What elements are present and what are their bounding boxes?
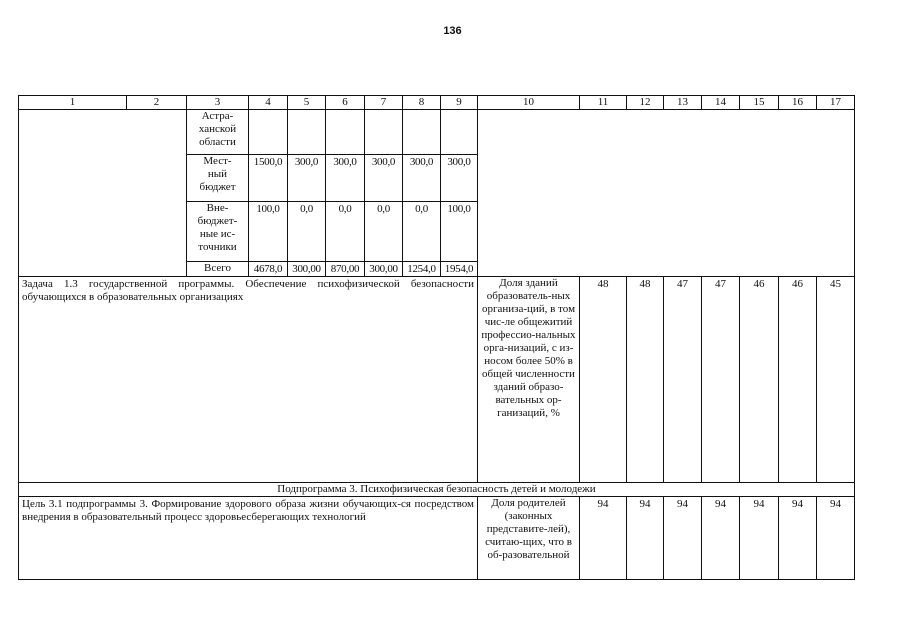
value-cell: 0,0 [288,202,326,262]
goal-3-1-text: Цель 3.1 подпрограммы 3. Формирование здорового образа жизни обучающих-ся посредством внедрения в образовательный процесс здоровьесберегающих технологий [19,497,478,580]
header-col-6: 6 [326,96,365,110]
header-col-17: 17 [817,96,855,110]
value-cell: 300,0 [365,155,403,202]
value-cell: 0,0 [403,202,441,262]
empty-cell [441,110,478,155]
source-extrabudgetary: Вне- бюджет- ные ис- точники [187,202,249,262]
table-row [19,497,855,580]
target-value: 46 [740,277,779,483]
table-row [19,483,855,497]
header-col-5: 5 [288,96,326,110]
total-value: 4678,0 [249,262,288,277]
value-cell: 100,0 [441,202,478,262]
header-col-8: 8 [403,96,441,110]
target-value: 48 [580,277,627,483]
empty-cell [403,110,441,155]
total-value: 300,00 [365,262,403,277]
empty-cell [249,110,288,155]
table-row [19,110,855,155]
target-value: 48 [627,277,664,483]
source-total: Всего [187,262,249,277]
header-col-16: 16 [779,96,817,110]
program-table [18,95,855,580]
header-col-11: 11 [580,96,627,110]
header-col-1: 1 [19,96,127,110]
target-value: 94 [817,497,855,580]
table-row [19,277,855,483]
value-cell: 1500,0 [249,155,288,202]
value-cell: 300,0 [441,155,478,202]
target-value: 47 [702,277,740,483]
value-cell: 300,0 [288,155,326,202]
target-value: 94 [702,497,740,580]
source-local-budget: Мест- ный бюджет [187,155,249,202]
source-astrakhan: Астра- ханской области [187,110,249,155]
target-value: 94 [580,497,627,580]
value-cell: 100,0 [249,202,288,262]
value-cell: 300,0 [403,155,441,202]
header-col-10: 10 [478,96,580,110]
header-col-14: 14 [702,96,740,110]
goal-3-1-indicator: Доля родителей (законных представите-лей), считаю-щих, что в об-разовательной [478,497,580,580]
empty-cell [19,110,187,277]
total-value: 1954,0 [441,262,478,277]
header-col-4: 4 [249,96,288,110]
target-value: 47 [664,277,702,483]
page-number: 136 [443,25,462,37]
empty-cell [365,110,403,155]
header-col-7: 7 [365,96,403,110]
total-value: 300,00 [288,262,326,277]
total-value: 870,00 [326,262,365,277]
target-value: 94 [627,497,664,580]
target-value: 45 [817,277,855,483]
task-1-3-indicator: Доля зданий образователь-ных организа-ций, в том чис-ле общежитий профессио-нальных орга-низаций, с из-носом более 50% в общей численности зданий образо-вательных ор-ганизаций, % [478,277,580,483]
task-1-3-text: Задача 1.3 государственной программы. Обеспечение психофизической безопасности обучающихся в образовательных организациях [19,277,478,483]
empty-cell [478,110,855,277]
subprogram-title: Подпрограмма 3. Психофизическая безопасность детей и молодежи [19,483,855,497]
header-col-15: 15 [740,96,779,110]
header-col-3: 3 [187,96,249,110]
empty-cell [288,110,326,155]
header-row [19,96,855,110]
value-cell: 0,0 [365,202,403,262]
total-value: 1254,0 [403,262,441,277]
empty-cell [326,110,365,155]
target-value: 46 [779,277,817,483]
header-col-12: 12 [627,96,664,110]
header-col-2: 2 [127,96,187,110]
target-value: 94 [779,497,817,580]
header-col-9: 9 [441,96,478,110]
value-cell: 300,0 [326,155,365,202]
value-cell: 0,0 [326,202,365,262]
target-value: 94 [740,497,779,580]
header-col-13: 13 [664,96,702,110]
target-value: 94 [664,497,702,580]
